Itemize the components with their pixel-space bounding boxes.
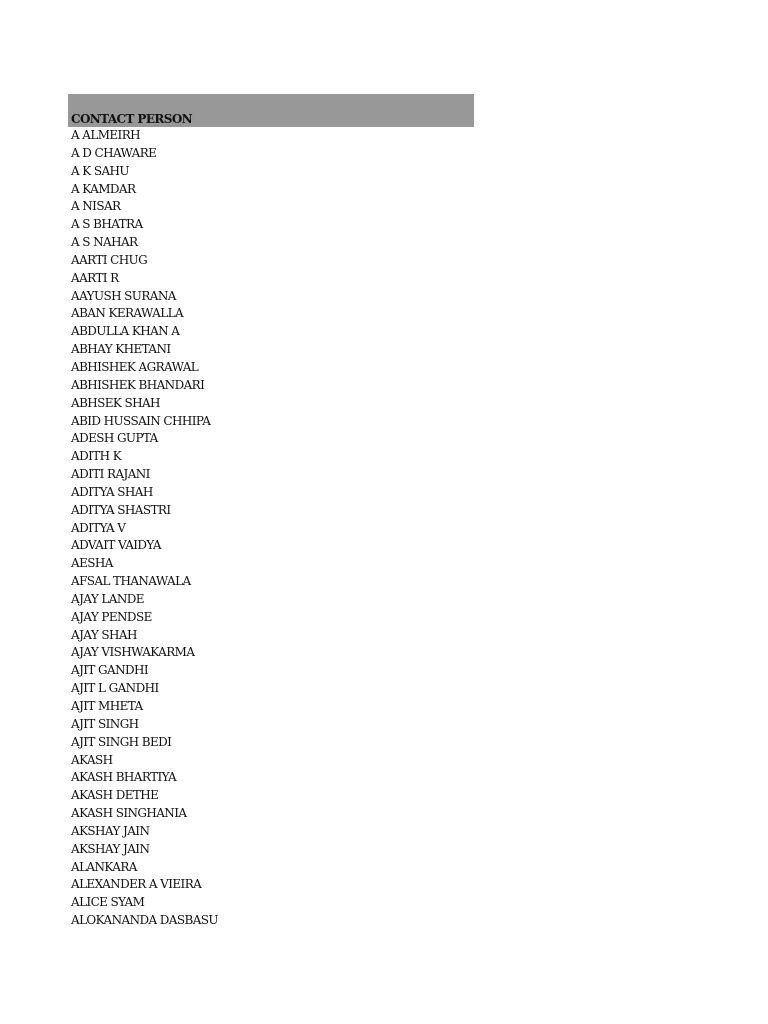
table-row[interactable]: ADESH GUPTA — [71, 431, 158, 446]
table-row[interactable]: ADITH K — [71, 449, 122, 464]
table-row[interactable]: A ALMEIRH — [71, 128, 141, 142]
table-row[interactable]: ABHISHEK AGRAWAL — [71, 359, 199, 374]
table-row[interactable]: ALANKARA — [71, 859, 137, 874]
table-row[interactable]: AKASH DETHE — [71, 788, 159, 803]
table-row[interactable]: ADITI RAJANI — [71, 467, 150, 482]
table-row[interactable]: A D CHAWARE — [71, 145, 157, 160]
table-row[interactable]: AJIT MHETA — [71, 699, 143, 713]
table-row[interactable]: ABID HUSSAIN CHHIPA — [71, 413, 211, 428]
table-row[interactable]: ABHISHEK BHANDARI — [71, 377, 205, 392]
contact-list — [68, 127, 474, 930]
table-row[interactable]: AAYUSH SURANA — [71, 288, 176, 303]
table-row[interactable]: ADITYA SHAH — [71, 484, 153, 499]
table-row[interactable]: A S BHATRA — [71, 217, 143, 232]
table-row[interactable]: AJIT L GANDHI — [71, 681, 159, 696]
table-row[interactable]: AARTI CHUG — [71, 252, 148, 267]
table-row[interactable]: AKASH SINGHANIA — [71, 806, 187, 821]
table-row[interactable]: AESHA — [71, 556, 113, 571]
table-row[interactable]: AJIT SINGH BEDI — [71, 734, 172, 749]
table-row[interactable]: AKASH BHARTIYA — [71, 770, 177, 785]
table-row[interactable]: AFSAL THANAWALA — [71, 574, 191, 589]
table-row[interactable]: AJAY LANDE — [71, 591, 144, 606]
table-row[interactable]: ALEXANDER A VIEIRA — [71, 877, 202, 892]
table-row[interactable]: AJAY VISHWAKARMA — [71, 645, 195, 660]
table-row[interactable]: A S NAHAR — [71, 235, 138, 250]
table-row[interactable]: AJIT GANDHI — [71, 663, 149, 678]
table-row[interactable]: AJAY SHAH — [71, 627, 137, 642]
table-row[interactable]: AJIT SINGH — [71, 716, 139, 731]
table-row[interactable]: ADITYA V — [71, 520, 126, 535]
table-row[interactable]: ABAN KERAWALLA — [71, 306, 184, 321]
table-row[interactable]: AARTI R — [71, 270, 119, 285]
table-row[interactable]: A NISAR — [71, 199, 121, 214]
table-row[interactable]: ABHAY KHETANI — [71, 342, 171, 357]
table-row[interactable]: AJAY PENDSE — [71, 609, 152, 624]
table-row[interactable]: ALOKANANDA DASBASU — [71, 913, 218, 928]
table-row[interactable]: ALICE SYAM — [71, 895, 145, 910]
table-row[interactable]: A K SAHU — [71, 163, 129, 178]
table-row[interactable]: ABHSEK SHAH — [71, 395, 160, 410]
contact-person-table — [68, 94, 474, 930]
table-row[interactable]: AKSHAY JAIN — [71, 841, 150, 856]
table-row[interactable]: AKASH — [71, 752, 113, 767]
column-header-contact-person[interactable]: CONTACT PERSON — [68, 94, 474, 127]
table-row[interactable]: A KAMDAR — [71, 181, 136, 196]
table-row[interactable]: ADITYA SHASTRI — [71, 502, 171, 517]
table-row[interactable]: ABDULLA KHAN A — [71, 324, 180, 339]
table-row[interactable]: AKSHAY JAIN — [71, 823, 150, 838]
table-row[interactable]: ADVAIT VAIDYA — [71, 538, 161, 553]
